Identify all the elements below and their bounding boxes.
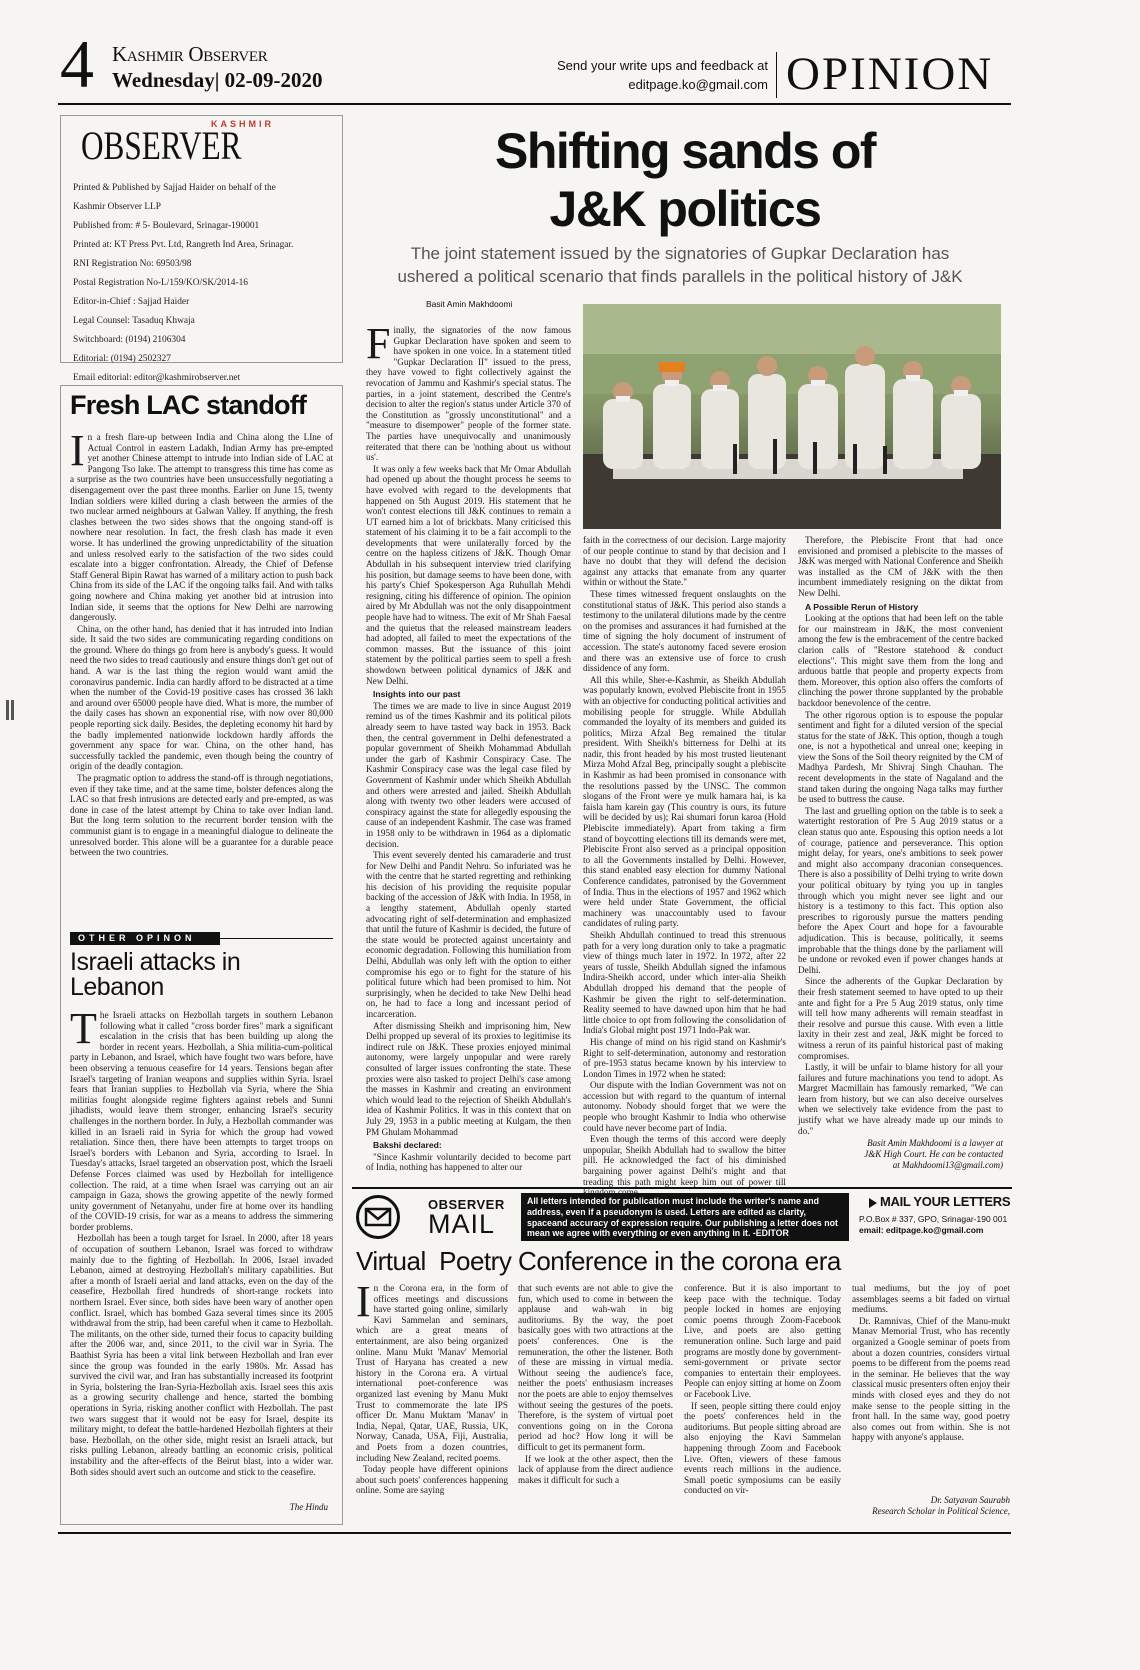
editorial-paragraph: China, on the other hand, has denied that it has intruded into Indian side. It said the two sides are communicating regarding conditions on the ground. Where do things go from here is anybody's guess. It would need the two sides to tread cautiously and ensure things don't get out of hand. A war is the last thing the region would want amid the coronavirus pandemic. India can hardly afford to be distracted at a time when the number of the Covid-19 positive cases has crossed 36 lakh and around over 65000 people have died. What is more, the number of the daily cases has shown an exponential rise, with now over 80,000 people reporting sick daily. Besides, the depleting economy hit hard by the badly implemented nationwide lockdown hardly affords the government any space for war. China, on the other hand, has successfully tackled the pandemic, even though being the country of origin of the deadly contagion. [70, 623, 333, 772]
letter-col-1 [356, 1277, 508, 1523]
lead-photo [583, 304, 1001, 529]
masthead-logo-small: KASHMIR [211, 119, 274, 129]
letter-paragraph: tual mediums, but the joy of poet assemblages seems a bit faded on virtual mediums. [852, 1283, 1010, 1315]
other-opinion-paragraph: The Israeli attacks on Hezbollah targets in southern Lebanon following what it called "cross border fires" mark a significant escalation in the crisis that has been building up along the border in recent years. Hezbollah, a Shia militia-cum-political party in Lebanon, and Israel, which have fought two wars before, have been observing a tenuous ceasefire for 14 years. Tensions began after Israel's targeting of Iranian weapons and supplies within Syria. Israel fears that Iranian supplies to Hezbollah via Syria, where the Shia militias fought alongside regime fighters against rebels and Sunni jihadists, would leave them stronger, enhancing Israel's security challenges in the northern border. In July, a Hezbollah commander was killed in an Israeli raid in Syria for which the group had vowed retaliation. Since then, there have been attempts to target troops on Israel's borders with Lebanon and Syria, according to Israel. In Tuesday's attacks, Israel targeted an observation post, which the Israeli Defense Forces claimed was used by Hezbollah for intelligence collection. The raid, at a time when Israel was carrying out an air campaign in Gaza, shows the growing appetite of the newly formed unity government of Netanyahu, under fire at home over its handling of the COVID-19 crisis, for war as a means to address the simmering border problems. [70, 1004, 333, 1232]
envelope-icon [356, 1195, 400, 1239]
lead-author-note: Basit Amin Makhdoomi is a lawyer at J&K High Court. He can be contacted at Makhdoomi13@gmail.com) [864, 1138, 1003, 1170]
masthead-line: Editor-in-Chief : Sajjad Haider [73, 297, 190, 307]
lead-subhead: A Possible Rerun of History [805, 601, 919, 612]
lead-paragraph: Since the adherents of the Gupkar Declaration by their fresh statement seemed to have opted to up their ante and fight for a Pre 5 Aug 2019 status, only time will tell how many adherents will remain steadfast in their resolve and pursue this cause. With even a little laxity in their zest and zeal, J&K might be forced to witness a rerun of its painful historical past of making compromises. [798, 976, 1003, 1061]
lead-paragraph: Lastly, it will be unfair to blame history for all your failures and future machinations you tend to adopt. As Margret Macmillain has famously remarked, "We can learn from history, but we can also deceive ourselves when we selectively take evidence from the past to justify what we have already made up our minds to do." [798, 1062, 1003, 1136]
letter-col-3 [684, 1283, 841, 1523]
lead-col-3 [798, 535, 1003, 1136]
masthead-box [60, 115, 343, 383]
mail-notice: All letters intended for publication must include the writer's name and address, even if a pseudonym is used. Letters are edited as clarity, spaceand accuracy of expression require. Our publishing a letter does not mean we agree with everything or even anything in it. -EDITOR [521, 1193, 849, 1241]
lead-headline-line: J&K politics [549, 181, 821, 237]
letter-paragraph: In the Corona era, in the form of offices meetings and discussions have started going online, similarly Kavi Sammelan and seminars, which are a great means of entertainment, are also being organized online. Manu Mukt 'Manav' Memorial Trust of Haryana has created a new history in the Corona era. A virtual international poet-conference was organized last evening by Manu Mukt Trust to commemorate the late IPS officer Dr. Manu Muktam 'Manav' in India, Nepal, Qatar, UAE, Russia, UK, Norway, Canada, USA, Fiji, Australia, and Poets from a dozen countries, including New Zealand, recited poems. [356, 1277, 508, 1463]
feedback-line: Send your write ups and feedback at [556, 58, 768, 73]
lead-headline [365, 122, 1005, 238]
letter-title: Virtual Poetry Conference in the corona era [356, 1246, 841, 1276]
mail-arrow-icon [869, 1198, 877, 1208]
lead-paragraph: faith in the correctness of our decision. Large majority of our people continue to stand by that decision and I have no doubt that they will defend the decision against any attacks that emanate from any quarter within or without the State." [583, 535, 786, 588]
masthead-line: Printed & Published by Sajjad Haider on behalf of the [73, 183, 276, 193]
mail-email[interactable]: email: editpage.ko@gmail.com [859, 1225, 984, 1235]
margin-quote-mark [6, 700, 14, 720]
page-number: 4 [60, 26, 94, 102]
letter-paragraph: that such events are not able to give the fun, which used to come in between the applause and wah-wah in big auditoriums. By the way, the poet basically goes with two attractions at the poets' conferences. One is the remuneration, the other the listener. Both of these are missing in virtual media. Without seeing the audience's face, neither the poets' enthusiasm increases nor the poets are able to enjoy themselves without seeing the gestures of the poets. Therefore, is the system of virtual poet conventions going on in the Corona period ad hoc? How long it will be difficult to get its permanent form. [518, 1283, 673, 1452]
letter-paragraph: Dr. Ramnivas, Chief of the Manu-mukt Manav Memorial Trust, who has recently organized a Google seminar of poets from about a dozen countries, considers virtual poems to be different from the poems read in the seminar. He believes that the way classical music presenters often enjoy their minds with closed eyes and they do not make sense to the people sitting in the front hall. In the same way, good poetry also comes out from within. She is not happy with anyone's applause. [852, 1315, 1010, 1443]
other-opinion-source: The Hindu [289, 1502, 328, 1512]
other-opinion-body [70, 1004, 333, 1500]
masthead-line: Published from: # 5- Boulevard, Srinagar-190001 [73, 221, 260, 231]
letter-signature-name: Dr. Satyavan Saurabh [930, 1495, 1010, 1505]
lead-paragraph: These times witnessed frequent onslaughts on the constitutional status of J&K. This period also stands a testimony to the unilateral dilutions made by the centre on the promises and assurances it had furnished at the time of signing the holy document of instrument of accession. The state's autonomy faced severe erosion and there was an extensive use of force to crush dissidence of any form. [583, 588, 786, 674]
press-conference-photo [583, 304, 1001, 529]
letter-col-4 [852, 1283, 1010, 1478]
masthead-logo: OBSERVER [81, 123, 242, 168]
letter-paragraph: If we look at the other aspect, then the lack of applause from the direct audience makes it difficult for such a [518, 1453, 673, 1485]
editorial-title: Fresh LAC standoff [70, 390, 307, 420]
lead-paragraph: The other rigorous option is to espouse the popular sentiment and fight for a diluted version of the special status for the state of J&K. This option, though a tough one, is not a hypothetical and unreal one; keeping in view the Sons of the Soil theory reignited by the CM of Madhya Pardesh, Mr Shivraj Singh Chauhan. The recent developments in the state of Nagaland and the stand taken during the ongoing Naga talks may further be used to buttress the cause. [798, 709, 1003, 805]
letter-signature-title: Research Scholar in Political Science, [872, 1506, 1010, 1516]
mail-banner [352, 1193, 1012, 1241]
mail-logo-bottom: MAIL [428, 1209, 496, 1239]
other-opinion-paragraph: Hezbollah has been a tough target for Israel. In 2000, after 18 years of occupation of southern Lebanon, Israel was forced to withdraw mainly due to the fighting of Hezbollah. In 2006, Israel invaded Lebanon, aimed at destroying Hezbollah's military capabilities. But after a month of Israeli aerial and land attacks, even on the day of the ceasefire, Hezbollah fired hundreds of short-range rockets into northern Israel. Ever since, both sides have been wary of another open conflict. Israel, which has bombed Gaza several times since its 2005 withdrawal from the strip, had been careful when it came to Hezbollah. The militants, on the other side, turned their focus to capacity building after the 2006 war, and, since 2011, to the civil war in Syria. The Baathist Syria has been a vital link between Hezbollah and Iran ever since the group was founded in the early 1980s. Mr. Assad has survived the civil war, and Iran has substantially increased its footprint in Syria, bolstering the Iran-Syria-Hezbollah axis. Israel sees this axis as a growing security challenge and hence, started the bombing operations in Syria, risking another conflict with Hezbollah. The past two wars suggest that it would not be easy for Israel, despite its military might, to defeat the battle-hardened Hezbollah fighters at their base. Hezbollah, on the other side, might resist an Israeli attack, but risks pulling Lebanon, already battling an economic crisis, political instability and the after-effects of the Beirut blast, into a wider war. Both sides should avert such an outcome and stick to the ceasefire. [70, 1233, 333, 1477]
letter-signature [852, 1495, 1010, 1517]
mail-top-rule [352, 1187, 1012, 1189]
lead-paragraph: Looking at the options that had been left on the table for our mainstream in J&K, the most convenient among the few is the embracement of the centre backed clarion calls of "Restore statehood & conduct elections". This might save them from the long and arduous battle that people and property expects from them. Moreover, this option also offers the comforts of clinching the power throne supplanted by the probable backdoor benevolence of the centre. [798, 613, 1003, 708]
masthead-line: Switchboard: (0194) 2106304 [73, 335, 186, 345]
editorial-paragraph: In a fresh flare-up between India and China along the LIne of Actual Control in eastern Ladakh, Indian Army has pre-empted yet another Chinese attempt to intrude into Indian side of LAC at Pangong Tso lake. The attempt to transgress this time has come as a surprise as the two countries have been unsuccessfully negotiating a disengagement over the past three months. Earlier on June 15, twenty Indian soldiers were killed during a clash between the armies of the two nuclear armed neighbours at Galwan Valley. If anything, the fresh clashes between the two sides shows that the ongoing stand-off is nowhere near resolution. In fact, the fresh clash has made it even worse. It has underlined the growing unpredictability of the situation and unless resolved early to the satisfaction of the two sides could escalate into a bigger confrontation. Already, the Chief of Defense Staff General Bipin Rawat has warned of a military action to push back China from its side of the LAC if the ongoing talks fail. And with talks going nowhere and China making yet another bid at intrusion into Indian side, it seems that the options for New Delhi are narrowing dangerously. [70, 426, 333, 623]
letter-col-2 [518, 1283, 673, 1523]
lead-subhead: Bakshi declared: [373, 1140, 442, 1151]
lead-paragraph: After dismissing Sheikh and imprisoning him, New Delhi propped up several of its proxies to legitimise its indirect rule on J&K. These proxies enjoyed minimal autonomy, were largely unpopular and were rarely consulted of larger issues confronting the state. These proxies were also tasked to project Delhi's case among the masses in Kashmir and creating an environment which would lead to the rejection of Sheikh Abdullah's idea of Kashmir Politics. It was in this context that on July 29, 1953 in a public meeting at Kulgam, the then PM Ghulam Mohammad [366, 1020, 571, 1137]
page-bottom-rule [58, 1532, 1011, 1534]
masthead-line: RNI Registration No: 69503/98 [73, 259, 192, 269]
other-opinion-label: OTHER OPINON [70, 932, 220, 945]
section-title: OPINION [786, 48, 994, 100]
lead-paragraph: It was only a few weeks back that Mr Omar Abdullah had opened up about the thought process he seems to have evolved with regard to the developments that happened on 5th August 2019. His statement that he won't contest elections till J&K continues to remain a UT earned him a lot of brickbats. Many criticised this statement of his claiming it to be a fait accompli to the developments that were unilaterally forced by the centre on the hapless citizens of J&K. Though Omar Abdullah in his subsequent interview tried clarifying his position, but damage seems to have been done, with his party's Chief Spokesperson Aga Ruhullah Mehdi resigning, citing his difference of opinion. The opinion aired by Mr Abdullah was not the only disappointment people have had to witness. The exit of Mr Shah Faesal and the quietus that the released mainstream leaders had adopted, all failed to meet the expectations of the common masses. But the issuance of this joint statement by the political parties seem to spell a fresh showdown between political dynamics of J&K and New Delhi. [366, 463, 571, 686]
masthead-line: Legal Counsel: Tasaduq Khwaja [73, 316, 195, 326]
letter-paragraph: conference. But it is also important to keep pace with the technique. Today people locked in homes are enjoying comic poems through Zoom-Facebook Live, and poets are also getting remuneration online. Such large and paid programs are mostly done by government-semi-government or private sector companies to entertain their employees. People can enjoy sitting at home on Zoom or Facebook Live. [684, 1283, 841, 1399]
masthead-line: Printed at: KT Press Pvt. Ltd, Rangreth Ind Area, Srinagar. [73, 240, 294, 250]
lead-paragraph: Finally, the signatories of the now famous Gupkar Declaration have spoken and seem to have spoken in one voice. In a statement titled "Gupkar Declaration II" issued to the press, they have vowed to fight collectively against the revocation of Jammu and Kashmir's special status. The parties, in a joint statement, described the Centre's decision to alter the region's status under Article 370 of the Constitution as "grossly unconstitutional" and a "measure to disempower" people of the former state. The parties have unequivocally and unanimously reiterated that there can be 'nothing about us without us'. [366, 319, 571, 463]
letter-paragraph: If seen, people sitting there could enjoy the poets' conferences held in the auditoriums. But people sitting abroad are also enjoying the Kavi Sammelan happening through Zoom and Facebook Live. Often, viewers of these famous events reach millions in the audience. Small poetic symposiums can be easily conducted on vir- [684, 1400, 841, 1496]
lead-paragraph: The last and gruelling option on the table is to seek a watertight restoration of Pre 5 Aug 2019 status or a clean status quo ante. Espousing this option needs a lot of courage, patience and perseverance. This option might delay, for years, one's ambitions to seek power and might also accompany draconian consequences. There is also a possibility of Delhi trying to write down your political obituary by tying you up in tangles through which you might never see light and our history is a testimony to this fact. This option also prescribes to rigorously pursue the matters pending before the Apex Court and hope for a favourable adjudication. This is because, politically, it seems improbable that the things done by the parliament will be undone or revoked even if power changes hands at Delhi. [798, 805, 1003, 975]
lead-paragraph: Therefore, the Plebiscite Front that had once envisioned and promised a plebiscite to the masses of J&K was merged with National Conference and Sheikh was installed as the CM of J&K with the then incumbent immediately resigning on the diktat from New Delhi. [798, 535, 1003, 598]
lead-standfirst: The joint statement issued by the signatories of Gupkar Declaration has ushered a political scenario that finds parallels in the political history of J&K [397, 244, 963, 286]
lead-paragraph: This event severely dented his camaraderie and trust for New Delhi and Pandit Nehru. So infuriated was he with the centre that he started regretting and rethinking his decision of his providing the requisite popular backing of the accession of J&K with India. In 1958, in a lengthy statement, Abdullah openly started advocating right of self-determination and emphasized that until the future of Kashmir is decided, the future of the state would be protected against uncertainty and economic degradation. Following this humiliation from Delhi, Abdullah was only left with the option to either compromise his ego or to fight for the stature of his political future which had been promised to him. Not surprisingly, when he decided to take New Delhi head on, he had to face a long and incessant period of incarceration. [366, 850, 571, 1019]
paper-name: Kashmir Observer [112, 42, 268, 66]
lead-col-2 [583, 535, 786, 1187]
masthead-line: Postal Registration No-L/159/KO/SK/2014-16 [73, 278, 248, 288]
lead-paragraph: Even though the terms of this accord were deeply unpopular, Sheikh Abdullah had to swallow the bitter pill. He acknowledged the fact of his diminished bargaining power against Delhi's might and that treading this path might keep him out of power till [583, 1134, 786, 1187]
lead-paragraph: Sheikh Abdullah continued to tread this strenuous path for a very long duration only to take a pragmatic view of things much later in 1972. In 1972, after 22 years of tussle, Sheikh Abdullah signed the infamous Indira-Sheikh accord, under which inter-alia Sheikh Abdullah dropped his demand that the people of Kashmir be given the right to self-determination. Reality seemed to have dawned upon him that he had little choice to opt from following the consolidation of India's Global might post 1971 Indo-Pak war. [583, 929, 786, 1036]
lead-paragraph: The times we are made to live in since August 2019 remind us of the times Kashmir and its political pilots already seem to have tasted way back in 1953. Back then, the central government in Delhi defenestrated a popular government of Sheikh Mohammad Abdullah under the garb of Kashmir Conspiracy Case. The Kashmir Conspiracy case was the legal case filed by Government of Kashmir under which Sheikh Abdullah and others were arrested and jailed. Sheikh Abdullah along with twenty two other leaders were accused of conspiracy against the state for allegedly espousing the cause of an independent Kashmir. The case was framed in 1958 only to be withdrawn in 1964 as a diplomatic decision. [366, 700, 571, 849]
lead-paragraph: "Since Kashmir voluntarily decided to become part of India, nothing has happened to alter our [366, 1151, 571, 1173]
masthead-line: Kashmir Observer LLP [73, 202, 162, 212]
masthead-line[interactable]: Email editorial: editor@kashmirobserver.net [73, 373, 241, 383]
letter-paragraph: Today people have different opinions about such poets' conferences happening online. Some are saying [356, 1464, 508, 1496]
masthead-line: Editorial: (0194) 2502327 [73, 354, 171, 364]
other-opinion-title: Israeli attacks in Lebanon [70, 948, 241, 1001]
lead-paragraph: All this while, Sher-e-Kashmir, as Sheikh Abdullah was popularly known, evolved Plebiscite front in 1955 with an objective for conducting political activities and mobilising people for struggle. While Abdullah commanded the loyalty of its members and guided its politics, Mirza Afzal Beg remained the titular president. With Sheikh's bitterness for Delhi at its nadir, this front headed by his most trusted lieutenant Mirza Mohd Afzal Beg, principally sought a plebiscite in Kashmir as had been promised in consonance with the resolutions passed by the UNSC. The common slogans of the Front were ye mulk hamara hai, is ka faisla ham karein gay (This country is ours, its future will be decided by us); Rai shumari forun karoa (Hold Plebiscite immediately). Apart from taking a firm stand of boycotting elections till its demands were met, Plebiscite Front also served as a principal opposition to all the Governments installed by Delhi. However, this stand enabled easy election for dummy National Conference candidates, patronised by the Government of India. Thus in the elections of 1957 and 1962 which were held under State Government, the official machinery was unaccountably used to favour candidates of ruling party. [583, 674, 786, 929]
other-opinion-rule [220, 938, 333, 939]
lead-headline-line: Shifting sands of [494, 123, 876, 179]
header-divider [776, 52, 777, 98]
editorial-paragraph: The pragmatic option to address the stand-off is through negotiations, even if they take time, and at the same time, bolster defences along the LAC so that fresh intrusions are detected early and pre-empted, as was done in case of the latest attempt by China to take over Indian land. But the long term solution to the recurrent border tension with the communist giant is to engage in a meaningful dialogue to delineate the unresolved border. This alone will be a guarantee for a durable peace between the two countries. [70, 773, 334, 858]
lead-byline: Basit Amin Makhdoomi [426, 299, 513, 309]
mail-address: P.O.Box # 337, GPO, Srinagar-190 001 [859, 1214, 1008, 1224]
editorial-body [70, 426, 334, 922]
mail-heading: MAIL YOUR LETTERS [880, 1194, 1011, 1209]
masthead-details [73, 179, 293, 388]
header-rule [58, 103, 1011, 105]
lead-paragraph: His change of mind on his rigid stand on Kashmir's Right to self-determination, autonomy and restoration of pre-1953 status became known by his interview to London Times in 1972 when he stated: [583, 1036, 786, 1079]
lead-col-1 [366, 319, 571, 1173]
mail-logo-top: OBSERVER [428, 1197, 505, 1212]
date-line: Wednesday| 02-09-2020 [112, 68, 323, 92]
lead-paragraph: Our dispute with the Indian Government was not on accession but with regard to the quantum of internal autonomy. Nobody should forget that we were the people who brought Kashmir to India who otherwise could have never become part of India. [583, 1080, 786, 1133]
feedback-email[interactable]: editpage.ko@gmail.com [628, 77, 768, 92]
lead-subhead: Insights into our past [373, 689, 461, 700]
